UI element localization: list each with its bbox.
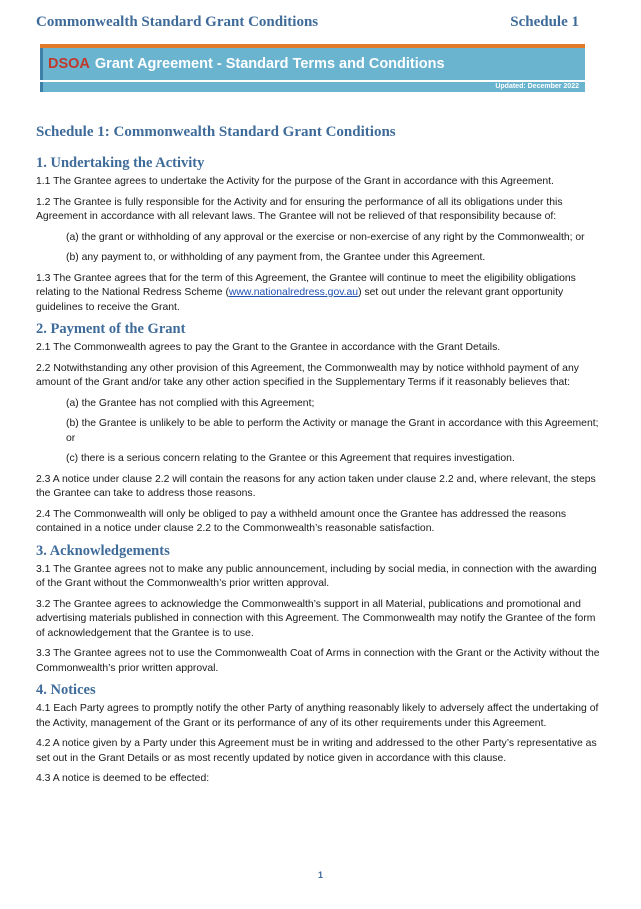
clause-4-2: 4.2 A notice given by a Party under this Agreement must be in writing and addressed to the other Party’s representative as set out in the Grant Details or as most recently updated by notice given in accordance with this clause. (36, 738, 597, 764)
page-number: 1 (317, 870, 323, 880)
clause-1-3-text-b: ) set out under the relevant grant opportunity guidelines to receive the Grant. (36, 287, 564, 313)
clause-3-1: 3.1 The Grantee agrees not to make any public announcement, including by social media, in connection with the awarding of the Grant without the Commonwealth’s prior written approval. (36, 563, 597, 589)
clause-2-2-c: (c) there is a serious concern relating to the Grantee or this Agreement that requires investigation. (66, 453, 515, 464)
clause-1-1: 1.1 The Grantee agrees to undertake the Activity for the purpose of the Grant in accordance with this Agreement. (36, 176, 554, 187)
banner-main (40, 48, 585, 80)
page-header (36, 14, 579, 31)
header-title: Commonwealth Standard Grant Conditions (36, 14, 319, 30)
banner-updated: Updated: December 2022 (40, 82, 585, 92)
clause-2-2: 2.2 Notwithstanding any other provision of this Agreement, the Commonwealth may by notice withhold payment of any amount of the Grant and/or take any other action specified in the Supplementary Terms if it reasonably believes that: (36, 362, 579, 388)
clause-1-3-text-a: 1.3 The Grantee agrees that for the term of this Agreement, the Grantee will continue to meet the eligibility obligations relating to the National Redress Scheme ( (36, 272, 576, 298)
banner-prefix: DSOA (48, 56, 90, 72)
clause-4-3: 4.3 A notice is deemed to be effected: (36, 773, 210, 784)
document-body (36, 124, 603, 793)
clause-2-2-b: (b) the Grantee is unlikely to be able to perform the Activity or manage the Grant in accordance with this Agreement; or (66, 418, 599, 444)
clause-4-1: 4.1 Each Party agrees to promptly notify the other Party of anything reasonably likely to adversely affect the undertaking of the Activity, management of the Grant or its performance of any of its other requirements under this Agreement. (36, 703, 599, 729)
clause-2-1: 2.1 The Commonwealth agrees to pay the Grant to the Grantee in accordance with the Grant Details. (36, 342, 501, 353)
section-heading: 1. Undertaking the Activity (36, 155, 205, 171)
section-heading: 3. Acknowledgements (36, 542, 170, 559)
clause-1-2-b: (b) any payment to, or withholding of any payment from, the Grantee under this Agreement. (66, 252, 486, 263)
clause-1-2: 1.2 The Grantee is fully responsible for the Activity and for ensuring the performance of all its obligations under this Agreement in accordance with all relevant laws. The Grantee will not be relieved of that responsibility because of: (36, 196, 563, 222)
clause-3-3: 3.3 The Grantee agrees not to use the Commonwealth Coat of Arms in connection with the Grant or the Activity without the Commonwealth’s prior written approval. (36, 648, 600, 674)
clause-2-2-a: (a) the Grantee has not complied with this Agreement; (66, 397, 315, 409)
clause-2-4: 2.4 The Commonwealth will only be obliged to pay a withheld amount once the Grantee has addressed the reasons contained in a notice under clause 2.2 to the Commonwealth’s reasonable satisfaction. (36, 508, 567, 534)
clause-2-3: 2.3 A notice under clause 2.2 will contain the reasons for any action taken under clause 2.2 and, where relevant, the steps the Grantee can take to address those reasons. (36, 473, 596, 499)
section-heading: 2. Payment of the Grant (36, 321, 186, 337)
redress-link[interactable]: www.nationalredress.gov.au (228, 287, 359, 298)
clause-1-2-a: (a) the grant or withholding of any approval or the exercise or non-exercise of any right by the Commonwealth; or (66, 231, 585, 243)
schedule-title: Schedule 1: Commonwealth Standard Grant Conditions (36, 124, 396, 140)
header-schedule: Schedule 1 (510, 14, 579, 30)
clause-1-3 (36, 272, 603, 316)
section-heading: 4. Notices (36, 682, 96, 698)
banner-title: Grant Agreement - Standard Terms and Conditions (94, 56, 445, 72)
title-banner (40, 44, 585, 94)
clause-3-2: 3.2 The Grantee agrees to acknowledge the Commonwealth’s support in all Material, publications and promotional and advertising materials published in connection with this Agreement. The Commonwealth may notify the Grantee of the form of acknowledgement that the Grantee is to use. (36, 598, 596, 639)
